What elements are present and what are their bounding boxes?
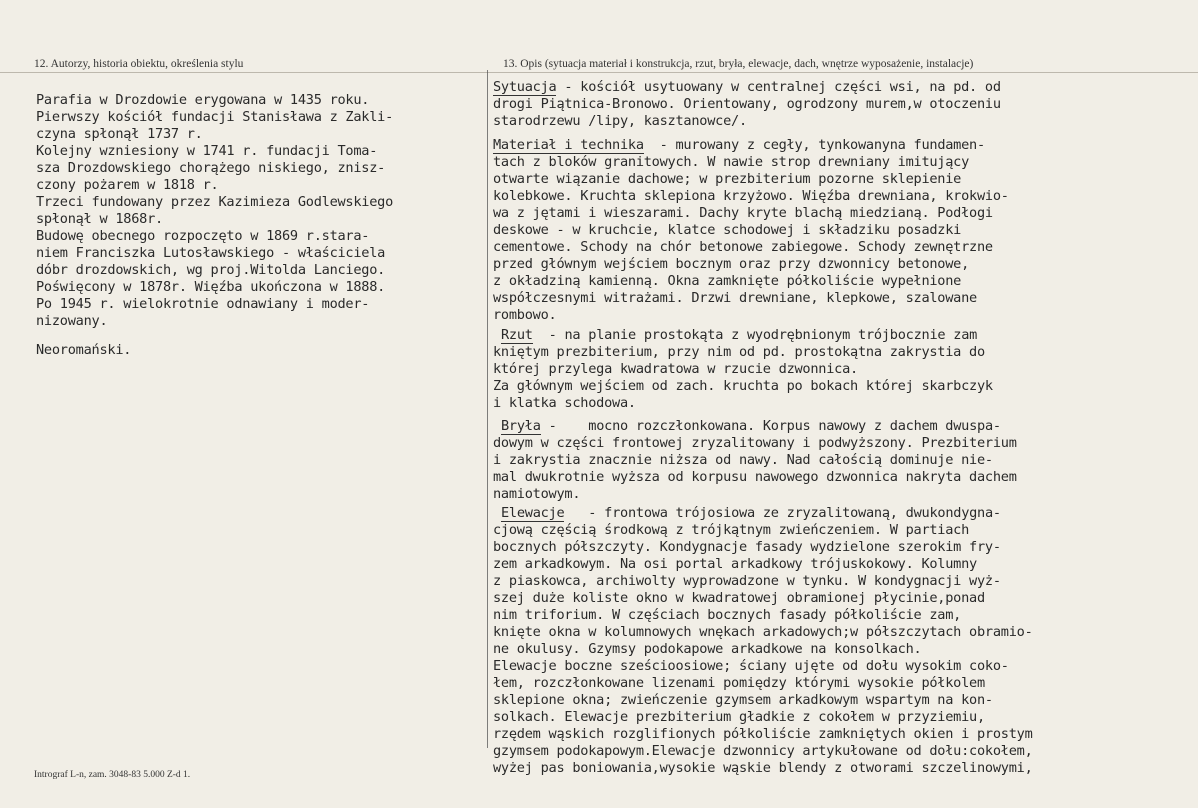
- history-line: Budowę obecnego rozpoczęto w 1869 r.stara-: [36, 228, 370, 244]
- section-label-bryla: Bryła: [501, 418, 541, 434]
- history-line: czyna spłonął 1737 r.: [36, 126, 203, 142]
- description-line: której przylega kwadratowa w rzucie dzwonnica.: [493, 361, 858, 377]
- description-line: współczesnymi witrażami. Drzwi drewniane, klepkowe, szalowane: [493, 290, 977, 306]
- description-line: rombowo.: [493, 307, 557, 323]
- description-line: cjową częścią środkową z trójkątnym zwieńczeniem. W partiach: [493, 522, 970, 538]
- history-line: Pierwszy kościół fundacji Stanisława z Zakli-: [36, 109, 394, 125]
- description-line: starodrzewu /lipy, kasztanowce/.: [493, 113, 747, 129]
- description-line: i klatka schodowa.: [493, 395, 636, 411]
- history-line: Po 1945 r. wielokrotnie odnawiany i moder-: [36, 296, 370, 312]
- description-line: kniętym prezbiterium, przy nim od pd. prostokątna zakrystia do: [493, 344, 985, 360]
- history-line: Kolejny wzniesiony w 1741 r. fundacji Toma-: [36, 143, 378, 159]
- right-column-header: 13. Opis (sytuacja materiał i konstrukcja, rzut, bryła, elewacje, dach, wnętrze wyposażenie, instalacje): [503, 58, 974, 70]
- history-line: dóbr drozdowskich, wg proj.Witolda Lanciego.: [36, 262, 386, 278]
- description-line: zem arkadkowym. Na osi portal arkadkowy trójuskokowy. Kolumny: [493, 556, 977, 572]
- description-line: Za głównym wejściem od zach. kruchta po bokach której skarbczyk: [493, 378, 993, 394]
- section-bryla-first: Bryła - mocno rozczłonkowana. Korpus nawowy z dachem dwuspa-: [501, 418, 1001, 434]
- description-line: przed głównym wejściem bocznym oraz przy dzwonnicy betonowe,: [493, 256, 970, 272]
- description-line: kolebkowe. Kruchta sklepiona krzyżowo. Więźba drewniana, krokwio-: [493, 188, 1009, 204]
- style-line: Neoromański.: [36, 342, 132, 358]
- description-line: wa z jętami i wieszarami. Dachy kryte blachą miedzianą. Podłogi: [493, 205, 993, 221]
- description-line: rzędem wąskich rozglifionych półkoliście zamkniętych okien i prostym: [493, 726, 1033, 742]
- section-sytuacja-first: Sytuacja - kościół usytuowany w centralnej części wsi, na pd. od: [493, 79, 1001, 95]
- description-line: Elewacje boczne sześcioosiowe; ściany ujęte od dołu wysokim coko-: [493, 658, 1009, 674]
- description-line: knięte okna w kolumnowych wnękach arkadowych;w półszczytach obramio-: [493, 624, 1033, 640]
- printer-imprint: Intrograf L-n, zam. 3048-83 5.000 Z-d 1.: [34, 770, 191, 780]
- description-line: bocznych półszczyty. Kondygnacje fasady wydzielone szerokim fry-: [493, 539, 1001, 555]
- description-line: drogi Piątnica-Bronowo. Orientowany, ogrodzony murem,w otoczeniu: [493, 96, 1001, 112]
- description-line: sklepione okna; zwieńczenie gzymsem arkadkowym wspartym na kon-: [493, 692, 993, 708]
- section-rzut-first: Rzut - na planie prostokąta z wyodrębnionym trójbocznie zam: [501, 327, 978, 343]
- description-line: nim triforium. W częściach bocznych fasady półkoliście zam,: [493, 607, 962, 623]
- description-line: deskowe - w kruchcie, klatce schodowej i składziku posadzki: [493, 222, 962, 238]
- description-line: wyżej pas boniowania,wysokie wąskie blendy z otworami szczelinowymi,: [493, 760, 1033, 776]
- history-line: czony pożarem w 1818 r.: [36, 177, 219, 193]
- description-line: i zakrystia znacznie niższa od nawy. Nad całością dominuje nie-: [493, 452, 993, 468]
- history-line: sza Drozdowskiego chorążego niskiego, znisz-: [36, 160, 386, 176]
- history-line: Parafia w Drozdowie erygowana w 1435 roku.: [36, 92, 370, 108]
- history-line: Poświęcony w 1878r. Więźba ukończona w 1888.: [36, 279, 386, 295]
- description-line: namiotowym.: [493, 486, 581, 502]
- section-material-first: Materiał i technika - murowany z cegły, tynkowanyna fundamen-: [493, 137, 985, 153]
- description-line: dowym w części frontowej zryzalitowany i podwyższony. Prezbiterium: [493, 435, 1017, 451]
- header-rule: [0, 72, 1198, 73]
- history-line: Trzeci fundowany przez Kazimieza Godlewskiego: [36, 194, 394, 210]
- description-line: mal dwukrotnie wyższa od korpusu nawowego dzwonnica nakryta dachem: [493, 469, 1017, 485]
- description-line: otwarte wiązanie dachowe; w prezbiterium pozorne sklepienie: [493, 171, 962, 187]
- description-line: szej duże koliste okno w kwadratowej obramionej płycinie,ponad: [493, 590, 985, 606]
- description-line: ne okulusy. Gzymsy podokapowe arkadkowe na konsolkach.: [493, 641, 922, 657]
- history-line: spłonął w 1868r.: [36, 211, 163, 227]
- history-line: niem Franciszka Lutosławskiego - właściciela: [36, 245, 386, 261]
- section-label-material: Materiał i technika: [493, 137, 644, 153]
- left-column-header: 12. Autorzy, historia obiektu, określenia stylu: [34, 58, 244, 70]
- description-line: z okładziną kamienną. Okna zamknięte półkoliście wypełnione: [493, 273, 962, 289]
- description-line: z piaskowca, archiwolty wyprowadzone w tynku. W kondygnacji wyż-: [493, 573, 1001, 589]
- section-elewacje-first: Elewacje - frontowa trójosiowa ze zryzalitowaną, dwukondygna-: [501, 505, 1001, 521]
- section-label-sytuacja: Sytuacja: [493, 79, 557, 95]
- section-label-elewacje: Elewacje: [501, 505, 565, 521]
- description-line: tach z bloków granitowych. W nawie strop drewniany imitujący: [493, 154, 970, 170]
- history-line: nizowany.: [36, 313, 108, 329]
- description-line: gzymsem podokapowym.Elewacje dzwonnicy artykułowane od dołu:cokołem,: [493, 743, 1033, 759]
- description-line: cementowe. Schody na chór betonowe zabiegowe. Schody zewnętrzne: [493, 239, 993, 255]
- column-divider: [487, 70, 488, 748]
- description-line: solkach. Elewacje prezbiterium gładkie z cokołem w przyziemiu,: [493, 709, 985, 725]
- description-line: łem, rozczłonkowane lizenami pomiędzy którymi wysokie półkolem: [493, 675, 985, 691]
- section-label-rzut: Rzut: [501, 327, 533, 343]
